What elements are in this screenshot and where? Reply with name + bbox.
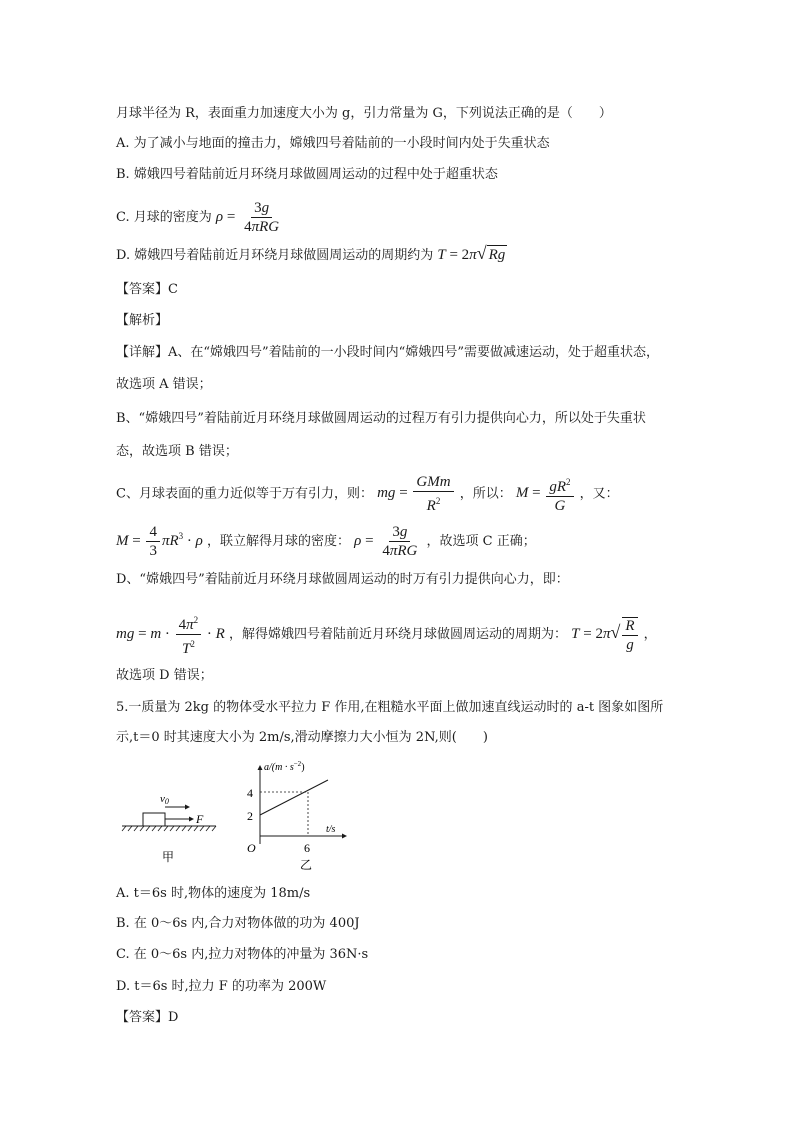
detail-8-text-a: ，解得嫦娥四号着陆前近月环绕月球做圆周运动的周期为：: [228, 626, 567, 642]
answer-value-5: D: [168, 1010, 179, 1025]
centripetal-formula: mg = m · $\frac{4\pi^2}{T^2}$ · R: [116, 626, 225, 642]
detail-line-5: [116, 474, 619, 514]
detail-5-text-b: ，所以：: [459, 486, 512, 502]
block: [143, 813, 165, 826]
question-5-line-2: 示,t＝0 时其速度大小为 2m/s,滑动摩擦力大小恒为 2N,则( ): [116, 730, 488, 745]
y-axis-end: ): [301, 762, 305, 773]
jia-label: 甲: [162, 850, 175, 864]
a-t-line: [260, 780, 328, 815]
answer-label-5: 【答案】: [116, 1010, 169, 1025]
period-formula: T = 2π√ Rg: [437, 243, 506, 263]
volume-formula: M = $\frac{4}{3}$ $\pi R^3 \cdot \rho$: [116, 524, 203, 559]
v0-label: v: [160, 793, 165, 805]
x-axis-label: t/s: [326, 824, 336, 835]
option-b: B. 嫦娥四号着陆前近月环绕月球做圆周运动的过程中处于超重状态: [116, 167, 498, 182]
svg-text:a/(m · s−2): [264, 760, 305, 773]
option-d: [116, 243, 507, 266]
tick-6: 6: [304, 841, 310, 855]
q5-option-b: B. 在 0～6s 内,合力对物体做的功为 400J: [116, 916, 360, 931]
answer-line-4: [116, 280, 178, 300]
detail-line-9: 故选项 D 错误；: [116, 668, 213, 683]
density-result-formula: ρ = $\frac{3g}{\text{4πRG}}$: [354, 524, 418, 559]
detail-8-text-b: ，: [643, 626, 657, 642]
detail-line-6: [116, 524, 536, 559]
svg-text:v0: [160, 793, 169, 806]
detail-line-3: B、“嫦娥四号”着陆前近月环绕月球做圆周运动的过程万有引力提供向心力，所以处于失重状: [116, 411, 646, 426]
detail-5-text-a: C、月球表面的重力近似等于万有引力，则：: [116, 486, 373, 502]
q5-option-d: D. t＝6s 时,拉力 F 的功率为 200W: [116, 979, 327, 994]
answer-line-5: [116, 1008, 178, 1028]
detail-6-text-b: ，故选项 C 正确；: [426, 533, 536, 549]
option-c-text: C. 月球的密度为: [116, 209, 212, 225]
q5-option-c: C. 在 0～6s 内,拉力对物体的冲量为 36N·s: [116, 947, 369, 962]
analysis-label: 【解析】: [116, 313, 169, 328]
density-formula: ρ = $\frac{3g}{\text{4πRG}}$: [215, 200, 280, 235]
q5-option-a: A. t＝6s 时,物体的速度为 18m/s: [116, 886, 311, 901]
tick-2: 2: [247, 809, 253, 823]
question-5-figure: [116, 756, 348, 874]
question-5-line-1: 5.一质量为 2kg 的物体受水平拉力 F 作用,在粗糙水平面上做加速直线运动时的 a-t 图象如图所: [116, 700, 664, 715]
detail-6-text-a: ，联立解得月球的密度：: [207, 533, 351, 549]
tick-4: 4: [247, 786, 253, 800]
detail-line-8: [116, 612, 657, 657]
detail-line-1: 【详解】A、在“嫦娥四号”着陆前的一小段时间内“嫦娥四号”需要做减速运动，处于超重状态，: [116, 345, 659, 360]
answer-value: C: [168, 282, 178, 297]
yi-label: 乙: [300, 858, 313, 872]
detail-5-text-c: ，又：: [579, 486, 619, 502]
option-d-text: D. 嫦娥四号着陆前近月环绕月球做圆周运动的周期约为: [116, 248, 434, 263]
detail-line-4: 态，故选项 B 错误；: [116, 444, 238, 459]
answer-label: 【答案】: [116, 282, 169, 297]
question-intro: 月球半径为 R，表面重力加速度大小为 g，引力常量为 G，下列说法正确的是（ ）: [116, 106, 612, 121]
origin-label: O: [247, 841, 256, 855]
detail-line-7: D、“嫦娥四号”着陆前近月环绕月球做圆周运动的时万有引力提供向心力，即：: [116, 572, 569, 587]
detail-line-2: 故选项 A 错误；: [116, 377, 212, 392]
mass-formula: M = $\frac{gR^2}{G}$: [516, 485, 576, 501]
figure-yi: [247, 760, 347, 872]
option-a: A. 为了减小与地面的撞击力，嫦娥四号着陆前的一小段时间内处于失重状态: [116, 136, 550, 151]
force-label: F: [196, 812, 204, 826]
y-axis-exp: −2: [293, 760, 302, 768]
figure-jia: [122, 793, 216, 864]
v0-sub: 0: [164, 797, 169, 806]
y-axis-label: a/(m · s: [264, 762, 294, 773]
gravity-formula: mg = $\frac{\text{GMm}}{R^2}$: [377, 485, 455, 501]
option-c: [116, 200, 284, 235]
period-result-formula: T = 2π√ $\frac{R}{g}$: [571, 626, 639, 642]
